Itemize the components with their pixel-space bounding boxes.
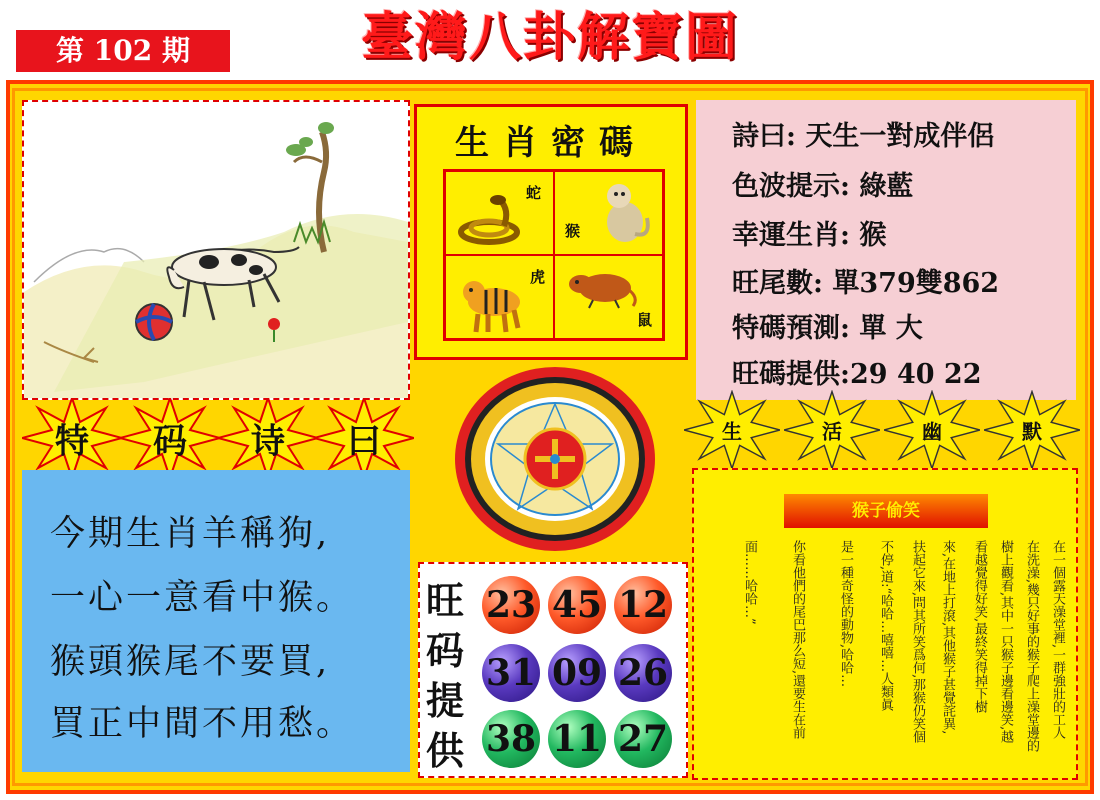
- number-ball: 27: [614, 710, 672, 768]
- numbers-label-char: 旺: [426, 578, 465, 623]
- poem-star-2: [120, 398, 220, 478]
- number-ball: 31: [482, 644, 540, 702]
- zodiac-code-panel: [414, 104, 688, 360]
- zodiac-grid: [443, 169, 665, 341]
- joke-column: 你看他們的尾巴那么短,還要生在前: [790, 540, 805, 740]
- joke-title: 猴子偷笑: [784, 494, 988, 528]
- zodiac-title: 生肖密碼: [455, 123, 647, 163]
- joke-column: 看越覺得好笑,最終笑得掉下樹: [972, 540, 987, 714]
- zodiac-cell-rat: [554, 255, 663, 339]
- snake-icon: [454, 190, 524, 250]
- joke-column: 是一種奇怪的動物,哈哈…: [838, 540, 853, 688]
- life-star-1: [684, 390, 780, 470]
- joke-column: 在一個露天澡堂裡,一群強壯的工人: [1050, 540, 1065, 740]
- joke-column: 來,在地上打滾,其他猴子甚覺詫異,: [940, 540, 955, 735]
- prediction-info-panel: [696, 100, 1076, 400]
- page-title: 臺灣八卦解寶圖: [360, 7, 739, 68]
- poem-star-label: 码: [153, 421, 187, 462]
- special-code-poem: [22, 470, 410, 772]
- number-ball: 45: [548, 576, 606, 634]
- special-prediction: 特碼預測: 單 大: [732, 313, 923, 344]
- joke-column: 在洗澡,幾只好事的猴子爬上澡堂邊的: [1024, 540, 1039, 753]
- zodiac-cell-snake: [445, 171, 554, 255]
- rat-icon: [563, 262, 643, 312]
- number-ball: 12: [614, 576, 672, 634]
- humor-story-panel: [692, 468, 1078, 780]
- poem-line-2: 一心一意看中猴。: [50, 578, 355, 618]
- life-star-2: [784, 390, 880, 470]
- number-ball: 26: [614, 644, 672, 702]
- issue-badge: 第 102 期: [16, 30, 230, 72]
- life-star-label: 默: [1022, 419, 1042, 444]
- number-ball: 11: [548, 710, 606, 768]
- dog-ball-illustration: [24, 102, 408, 398]
- life-star-4: [984, 390, 1080, 470]
- poem-line-3: 猴頭猴尾不要買,: [50, 642, 331, 682]
- color-hint: 色波提示: 綠藍: [732, 171, 914, 202]
- life-star-label: 幽: [922, 419, 942, 444]
- poem-line-1: 今期生肖羊稱狗,: [50, 514, 331, 554]
- tail-numbers: 旺尾數: 單379雙862: [732, 268, 1000, 299]
- joke-column: 樹上觀看,其中一只猴子邊看邊笑,越: [998, 540, 1013, 744]
- zodiac-label: 鼠: [636, 311, 652, 329]
- poem-star-label: 诗: [251, 421, 285, 462]
- number-ball: 09: [548, 644, 606, 702]
- poem-star-3: [218, 398, 318, 478]
- zodiac-label: 蛇: [525, 184, 541, 202]
- hot-numbers-panel: [418, 562, 688, 778]
- number-ball: 23: [482, 576, 540, 634]
- poem-star-label: 曰: [347, 421, 381, 462]
- zodiac-cell-monkey: [554, 171, 663, 255]
- poem-star-label: 特: [55, 421, 89, 462]
- tiger-icon: [456, 270, 530, 336]
- joke-column: 扶起它來,問其所笑爲何,那猴仍笑個: [910, 540, 925, 744]
- poem-line-4: 買正中間不用愁。: [50, 704, 355, 744]
- life-star-3: [884, 390, 980, 470]
- zodiac-label: 猴: [565, 222, 581, 240]
- number-ball: 38: [482, 710, 540, 768]
- poem-star-4: [314, 398, 414, 478]
- bagua-compass: [452, 364, 658, 554]
- numbers-label-char: 码: [426, 628, 465, 673]
- numbers-label: [426, 576, 466, 776]
- life-star-label: 活: [822, 419, 842, 444]
- numbers-label-char: 供: [426, 728, 465, 773]
- joke-column: 不停,道:“哈哈…嘻嘻…人類眞: [878, 540, 893, 712]
- poem-summary: 詩曰: 天生一對成伴侶: [732, 121, 995, 152]
- zodiac-label: 虎: [530, 268, 546, 286]
- cartoon-illustration: [22, 100, 410, 400]
- hot-numbers: 旺碼提供:29 40 22: [732, 359, 982, 390]
- compass-wheel-icon: [452, 364, 658, 554]
- numbers-label-char: 提: [426, 678, 465, 723]
- joke-column: 面……哈哈…”: [742, 540, 757, 625]
- poem-star-1: [22, 398, 122, 478]
- life-star-label: 生: [722, 419, 742, 444]
- zodiac-cell-tiger: [445, 255, 554, 339]
- lucky-zodiac: 幸運生肖: 猴: [732, 220, 887, 251]
- monkey-icon: [595, 178, 659, 248]
